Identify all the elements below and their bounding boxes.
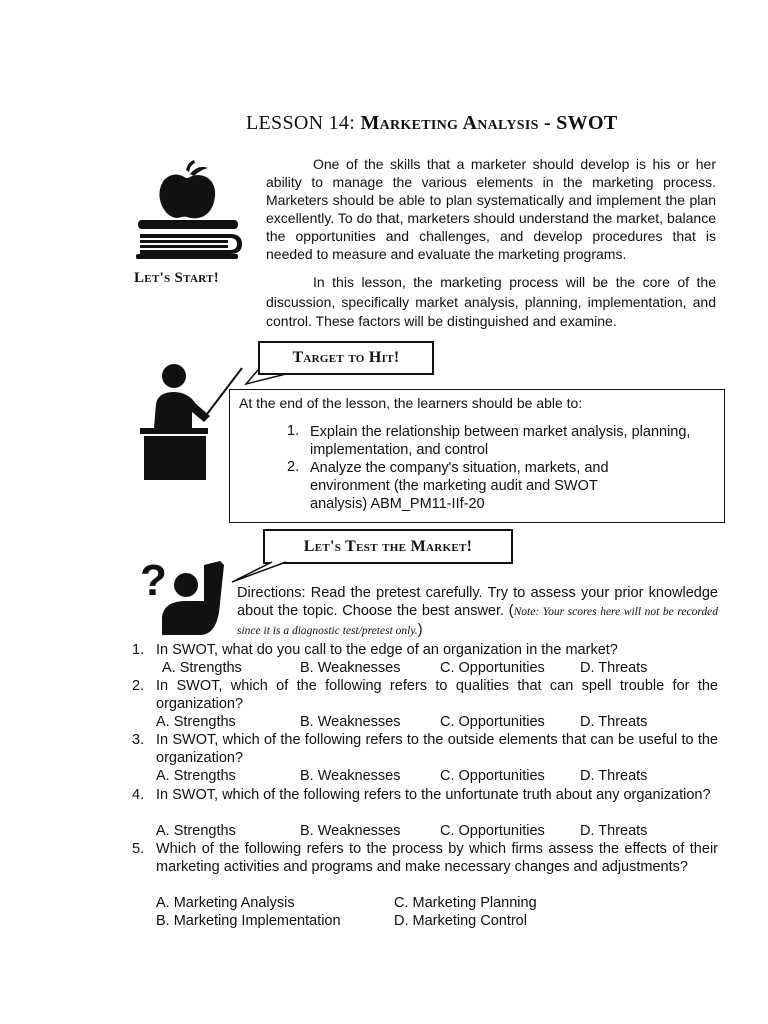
option-a: A. Strengths <box>156 714 236 730</box>
lesson-title <box>246 112 617 135</box>
question-text: In SWOT, which of the following refers to the outside elements that can be useful to the organization? <box>156 732 718 766</box>
lesson-title-prefix: LESSON 14: <box>246 112 361 134</box>
option-d: D. Threats <box>580 660 648 676</box>
intro-paragraph-1: One of the skills that a marketer should develop is his or her ability to manage the various elements in the marketing process. Marketers should be able to plan systematically and implement the plan excellently. To do that, marketers should understand the market, balance the opportunities and challenges, and develop procedures that is needed to measure and evaluate the marketing programs. <box>266 156 716 262</box>
option-a: A. Strengths <box>156 768 236 784</box>
question-number: 4. <box>132 787 145 803</box>
question-number: 2. <box>132 678 145 694</box>
callout-pointer <box>228 560 298 584</box>
question-number: 1. <box>132 642 145 658</box>
intro-paragraph-2: In this lesson, the marketing process will be the core of the discussion, specifically market analysis, planning, implementation, and control. These factors will be distinguished and examine. <box>266 274 716 329</box>
question-text: In SWOT, what do you call to the edge of an organization in the market? <box>156 642 618 658</box>
option-b: B. Weaknesses <box>300 714 401 730</box>
option-b: B. Weaknesses <box>300 823 401 839</box>
option-d: D. Threats <box>580 768 648 784</box>
option-d: D. Marketing Control <box>394 913 527 929</box>
lesson-title-main: Marketing Analysis - SWOT <box>360 112 618 134</box>
option-c: C. Opportunities <box>440 660 545 676</box>
objective-1-text: Explain the relationship between market analysis, planning, implementation, and control <box>310 424 691 458</box>
option-d: D. Threats <box>580 714 648 730</box>
directions-text: Directions: Read the pretest carefully. Try to assess your prior knowledge about the topic. Choose the best answer. <box>237 585 718 619</box>
directions-note: Note: Your scores here will not be recorded since it is a diagnostic test/pretest only. <box>237 606 719 637</box>
option-a: A. Marketing Analysis <box>156 895 295 911</box>
option-c: C. Marketing Planning <box>394 895 537 911</box>
question-text: In SWOT, which of the following refers to qualities that can spell trouble for the organization? <box>156 678 718 712</box>
question-number: 5. <box>132 841 145 857</box>
objective-1-number: 1. <box>287 423 300 439</box>
option-b: B. Marketing Implementation <box>156 913 341 929</box>
option-d: D. Threats <box>580 823 648 839</box>
question-number: 3. <box>132 732 145 748</box>
question-text: Which of the following refers to the process by which firms assess the effects of their marketing activities and programs and make necessary changes and adjustments? <box>156 841 718 875</box>
option-c: C. Opportunities <box>440 823 545 839</box>
objective-2-number: 2. <box>287 459 300 475</box>
option-a: A. Strengths <box>156 823 236 839</box>
lets-start-label: Let's Start! <box>134 270 220 286</box>
option-c: C. Opportunities <box>440 768 545 784</box>
option-b: B. Weaknesses <box>300 768 401 784</box>
target-to-hit-label: Target to Hit! <box>258 341 434 375</box>
option-a: A. Strengths <box>162 660 242 676</box>
question-person-icon <box>140 555 230 637</box>
objective-2-text: Analyze the company's situation, markets, and environment (the marketing audit and SWOT analysis) ABM_PM11-IIf-20 <box>310 460 609 512</box>
question-text: In SWOT, which of the following refers to the unfortunate truth about any organization? <box>156 787 711 803</box>
svg-text:?: ? <box>140 556 167 605</box>
test-the-market-label: Let's Test the Market! <box>263 529 513 564</box>
option-b: B. Weaknesses <box>300 660 401 676</box>
option-c: C. Opportunities <box>440 714 545 730</box>
apple-on-books-icon <box>134 160 246 264</box>
objectives-box <box>229 389 725 523</box>
objectives-intro: At the end of the lesson, the learners should be able to: <box>239 395 583 411</box>
directions: Directions: Read the pretest carefully. Try to assess your prior knowledge about the topic. Choose the best answer. (Note: Your scores here will not be recorded since it is a diagnostic test/pretest only.) <box>237 585 719 638</box>
